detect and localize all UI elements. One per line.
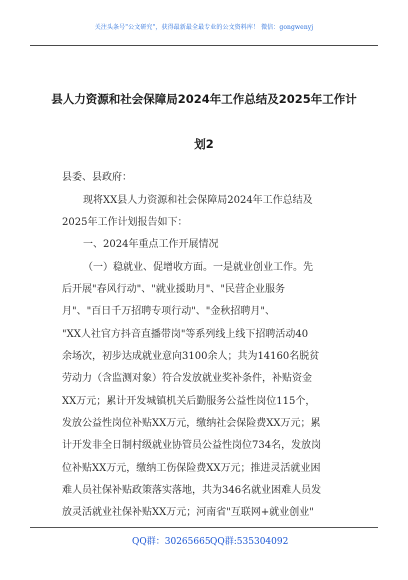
document-title-line-1: 县人力资源和社会保障局2024年工作总结及2025年工作计 (51, 92, 357, 106)
body-line: 难人员社保补贴政策落实落地，共为346名就业困难人员发 (62, 485, 322, 496)
body-line: 现将XX县人力资源和社会保障局2024年工作总结及 (83, 195, 313, 206)
section-heading: 一、2024年重点工作开展情况 (83, 239, 219, 250)
body-line: "XX人社官方抖音直播带岗"等系列线上线下招聘活动40 (62, 329, 309, 340)
body-line: XX万元；累计开发城镇机关后勤服务公益性岗位115个， (62, 396, 316, 407)
body-line: 后开展"春风行动"、"就业援助月"、"民营企业服务 (62, 284, 285, 295)
salutation: 县委、县政府： (62, 172, 132, 183)
footer-divider (30, 527, 378, 528)
footer-qq-group-2: QQ群:535304092 (210, 537, 289, 547)
document-title-line-2: 划2 (194, 137, 214, 151)
body-line: 月"、"百日千万招聘专项行动"、"金秋招聘月"、 (62, 306, 275, 317)
body-line: 发放公益性岗位补贴XX万元，缴纳社会保险费XX万元；累 (62, 418, 321, 429)
body-line: 2025年工作计划报告如下： (62, 217, 188, 228)
body-line: 位补贴XX万元，缴纳工伤保险费XX万元；推进灵活就业困 (62, 463, 321, 474)
footer-qq-group-1: QQ群：30265665 (132, 537, 211, 547)
body-line: 劳动力（含监测对象）符合发放就业奖补条件，补贴资金 (62, 373, 312, 384)
footer (0, 534, 408, 548)
header-note: 关注头条号"公文研究"，获得最新最全最专业的公文资料库！ 微信：gongwenyj (94, 24, 314, 31)
body-line: 余场次，初步达成就业意向3100余人；共为14160名脱贫 (62, 351, 320, 362)
body-line: 计开发非全日制村级就业协管员公益性岗位734名，发放岗 (62, 440, 322, 451)
body-line: 放灵活就业社保补贴XX万元；河南省"互联网+就业创业" (62, 507, 314, 518)
header-divider (30, 45, 378, 46)
body-line: （一）稳就业、促增收方面。一是就业创业工作。先 (83, 262, 313, 273)
